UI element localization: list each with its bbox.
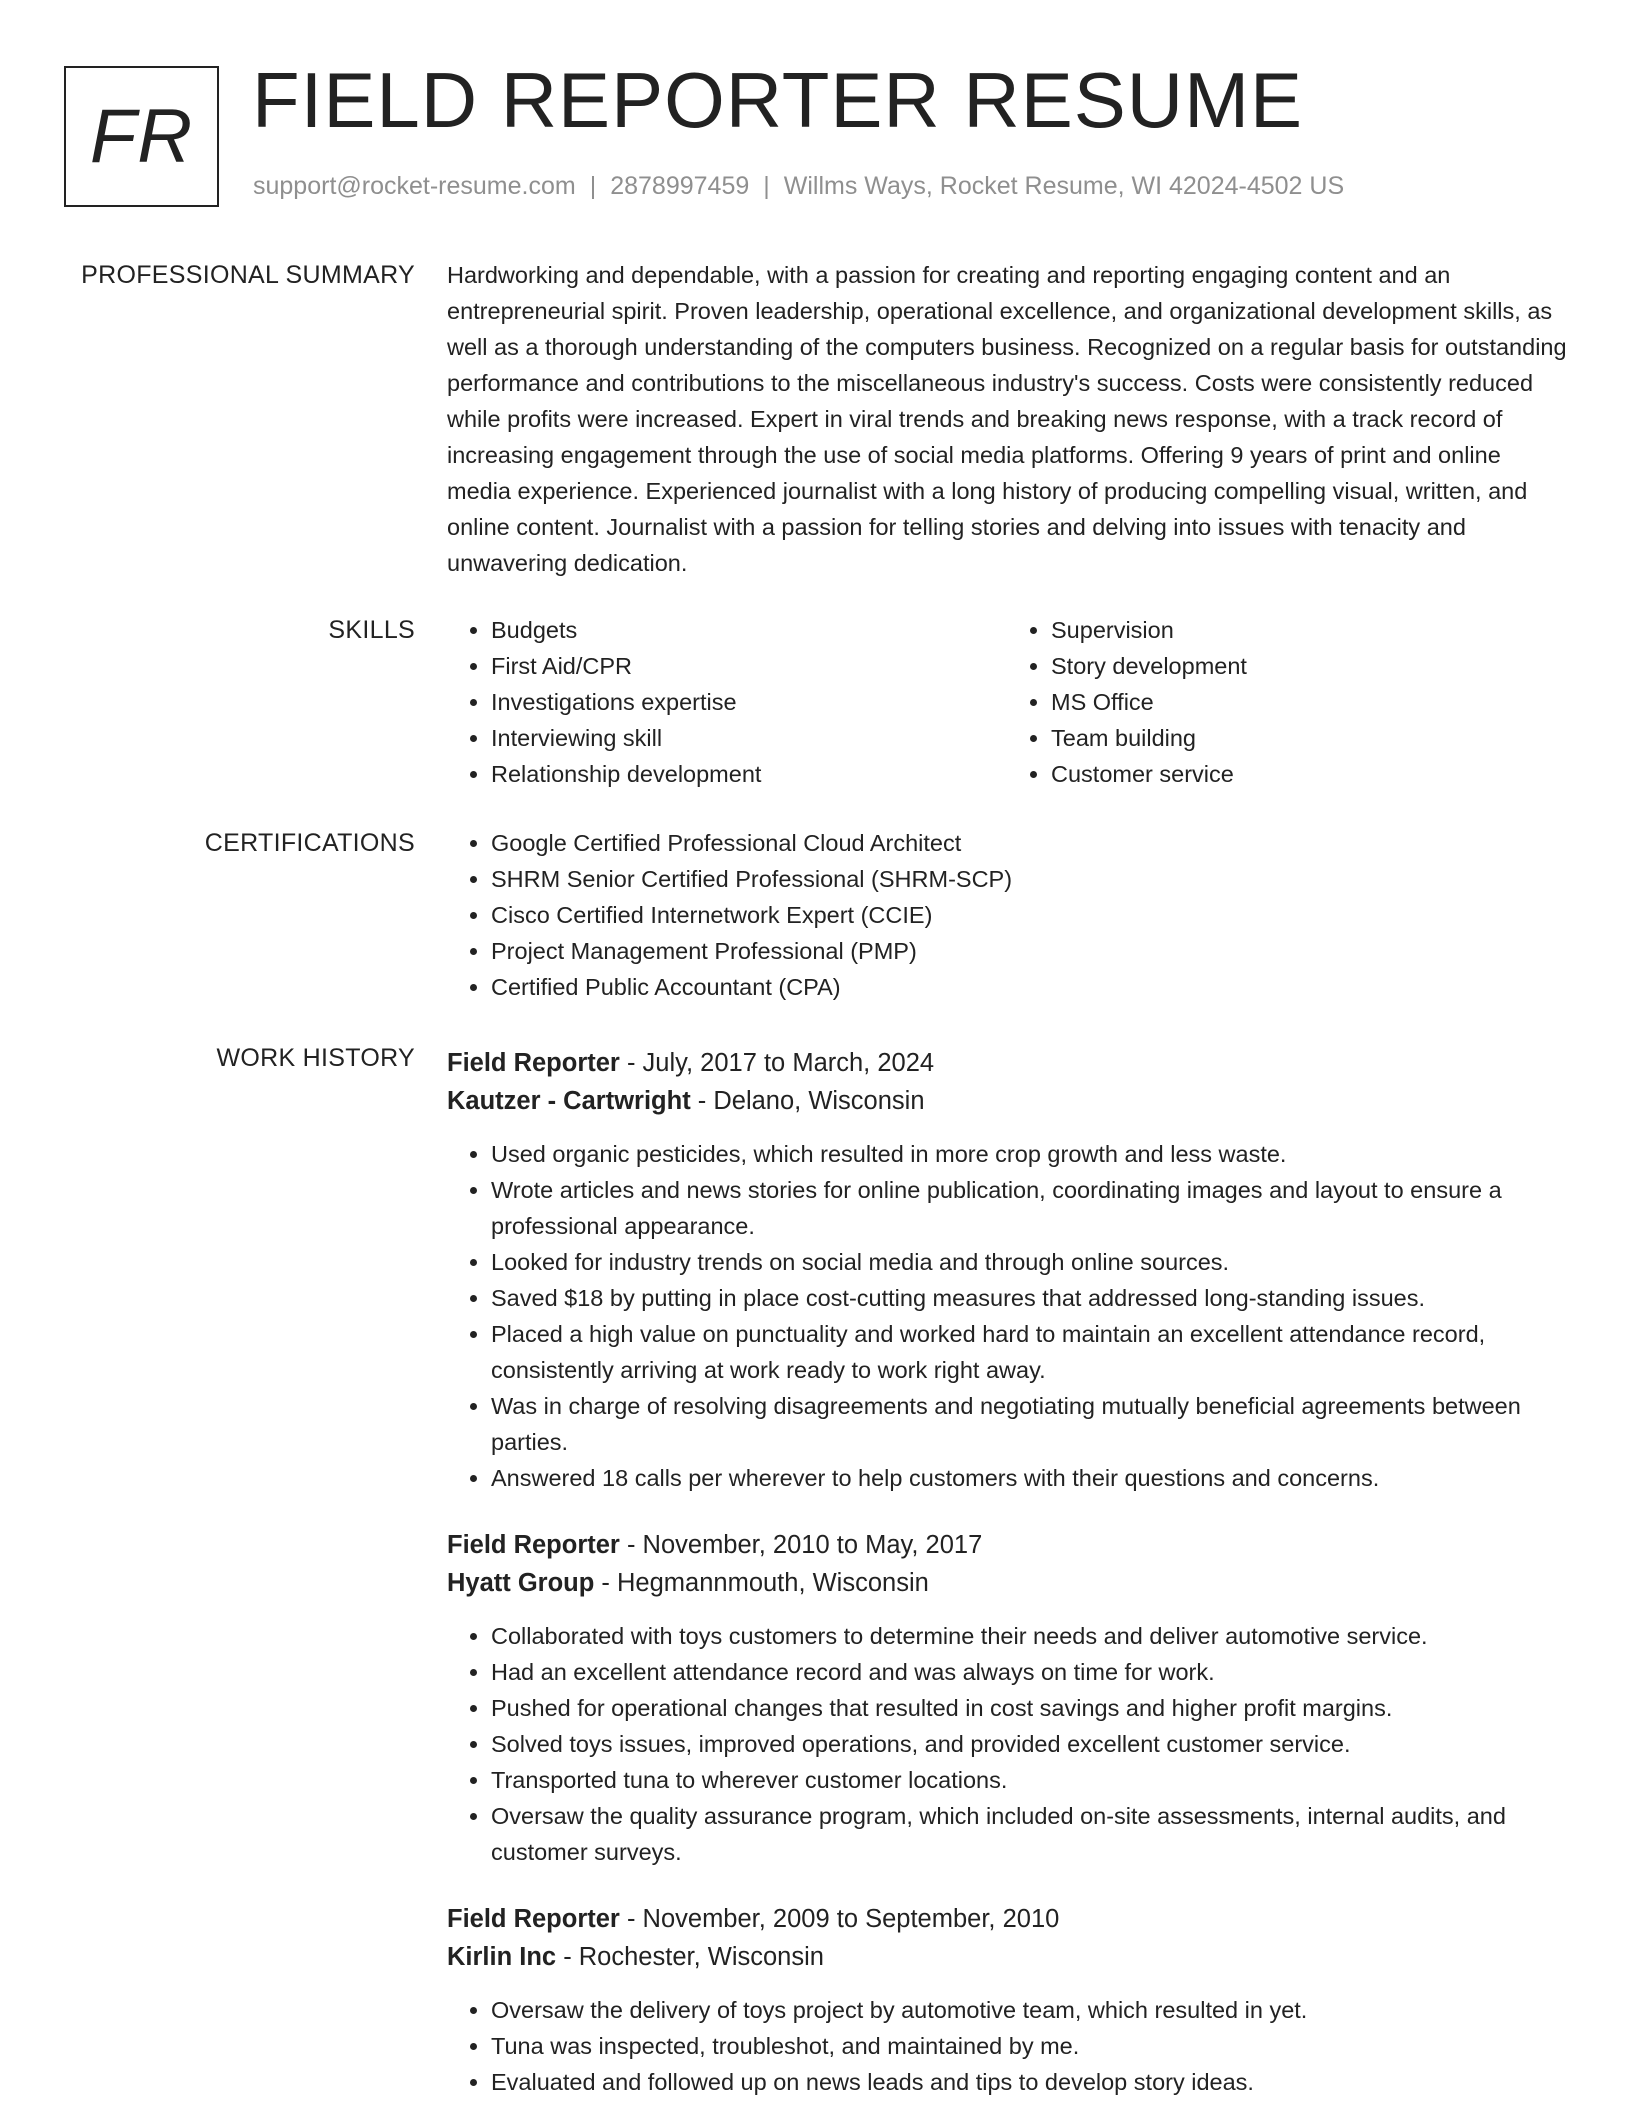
job-dates: - November, 2009 to September, 2010: [619, 1905, 1060, 1933]
certification-item: • Cisco Certified Internetwork Expert (CCIE): [491, 897, 1567, 933]
job-company-line: [447, 1564, 1567, 1602]
job-bullet: • Placed a high value on punctuality and worked hard to maintain an excellent attendance record, consistently arriving at work ready to work right away.: [491, 1316, 1567, 1388]
job-location: - Rochester, Wisconsin: [556, 1943, 824, 1971]
skill-item: • Interviewing skill: [491, 720, 1007, 756]
certification-item: • SHRM Senior Certified Professional (SHRM-SCP): [491, 861, 1567, 897]
job-bullet: • Oversaw the delivery of toys project by automotive team, which resulted in yet.: [491, 1992, 1567, 2028]
resume-title: FIELD REPORTER RESUME: [252, 56, 1304, 144]
job-bullet: • Saved $18 by putting in place cost-cutting measures that addressed long-standing issues.: [491, 1280, 1567, 1316]
job-company: Kautzer - Cartwright: [447, 1087, 691, 1115]
job-bullet: • Oversaw the quality assurance program, which included on-site assessments, internal audits, and customer surveys.: [491, 1798, 1567, 1870]
section-label-work-history: WORK HISTORY: [216, 1044, 415, 1072]
contact-address: Willms Ways, Rocket Resume, WI 42024-4502 US: [783, 172, 1345, 200]
job-bullet: • Answered 18 calls per wherever to help customers with their questions and concerns.: [491, 1460, 1567, 1496]
job-company-line: [447, 1082, 1567, 1120]
job-bullets: [447, 1136, 1567, 1496]
section-label-summary: PROFESSIONAL SUMMARY: [81, 261, 415, 289]
certification-item: • Google Certified Professional Cloud Architect: [491, 825, 1567, 861]
section-label-certifications: CERTIFICATIONS: [204, 829, 415, 857]
skill-item: • Story development: [1051, 648, 1567, 684]
job-bullet: • Evaluated and followed up on news leads and tips to develop story ideas.: [491, 2064, 1567, 2100]
job-bullet: • Was in charge of resolving disagreements and negotiating mutually beneficial agreements between parties.: [491, 1388, 1567, 1460]
job-title-line: [447, 1900, 1567, 1938]
job-company-line: [447, 1938, 1567, 1976]
summary-text: Hardworking and dependable, with a passion for creating and reporting engaging content and an entrepreneurial spirit. Proven leadership, operational excellence, and organizational development skills, as well as a thorough understanding of the computers business. Recognized on a regular basis for outstanding performance and contributions to the miscellaneous industry's success. Costs were consistently reduced while profits were increased. Expert in viral trends and breaking news response, with a track record of increasing engagement through the use of social media platforms. Offering 9 years of print and online media experience. Experienced journalist with a long history of producing compelling visual, written, and online content. Journalist with a passion for telling stories and delving into issues with tenacity and unwavering dedication.: [447, 262, 1567, 576]
certification-item: • Certified Public Accountant (CPA): [491, 969, 1567, 1005]
job-bullet: • Had an excellent attendance record and was always on time for work.: [491, 1654, 1567, 1690]
skill-item: • Supervision: [1051, 612, 1567, 648]
job-bullet: • Tuna was inspected, troubleshot, and maintained by me.: [491, 2028, 1567, 2064]
contact-line: [253, 172, 1344, 201]
contact-separator: |: [763, 172, 770, 200]
skills-list-right: [1007, 612, 1567, 792]
job-bullet: • Used organic pesticides, which resulted in more crop growth and less waste.: [491, 1136, 1567, 1172]
skill-item: • Team building: [1051, 720, 1567, 756]
job-bullets: [447, 1992, 1567, 2100]
job-company: Kirlin Inc: [447, 1943, 557, 1971]
contact-separator: |: [589, 172, 597, 200]
job-title: Field Reporter: [447, 1049, 620, 1077]
job-bullet: • Collaborated with toys customers to determine their needs and deliver automotive service.: [491, 1618, 1567, 1654]
job-title-line: [447, 1044, 1567, 1082]
job-bullets: [447, 1618, 1567, 1870]
skill-item: • First Aid/CPR: [491, 648, 1007, 684]
contact-email[interactable]: support@rocket-resume.com: [253, 172, 576, 200]
skill-item: • Investigations expertise: [491, 684, 1007, 720]
skill-item: • MS Office: [1051, 684, 1567, 720]
job-bullet: • Wrote articles and news stories for online publication, coordinating images and layout to ensure a professional appearance.: [491, 1172, 1567, 1244]
job-dates: - November, 2010 to May, 2017: [619, 1531, 983, 1559]
skill-item: • Customer service: [1051, 756, 1567, 792]
job-entry: [447, 1044, 1567, 1496]
job-title: Field Reporter: [447, 1531, 620, 1559]
job-company: Hyatt Group: [447, 1569, 595, 1597]
job-location: - Hegmannmouth, Wisconsin: [594, 1569, 929, 1597]
skill-item: • Relationship development: [491, 756, 1007, 792]
job-bullet: • Pushed for operational changes that resulted in cost savings and higher profit margins.: [491, 1690, 1567, 1726]
job-location: - Delano, Wisconsin: [690, 1087, 925, 1115]
certifications-list: [447, 825, 1567, 1005]
job-dates: - July, 2017 to March, 2024: [619, 1049, 935, 1077]
job-title: Field Reporter: [447, 1905, 620, 1933]
job-entry: [447, 1526, 1567, 1870]
skill-item: • Budgets: [491, 612, 1007, 648]
job-bullet: • Looked for industry trends on social media and through online sources.: [491, 1244, 1567, 1280]
job-title-line: [447, 1526, 1567, 1564]
section-label-skills: SKILLS: [328, 616, 415, 644]
certification-item: • Project Management Professional (PMP): [491, 933, 1567, 969]
job-bullet: • Solved toys issues, improved operations, and provided excellent customer service.: [491, 1726, 1567, 1762]
job-entry: [447, 1900, 1567, 2100]
skills-list-left: [447, 612, 1007, 792]
job-bullet: • Transported tuna to wherever customer locations.: [491, 1762, 1567, 1798]
contact-phone[interactable]: 2878997459: [610, 172, 750, 200]
monogram-logo: FR: [64, 66, 219, 207]
